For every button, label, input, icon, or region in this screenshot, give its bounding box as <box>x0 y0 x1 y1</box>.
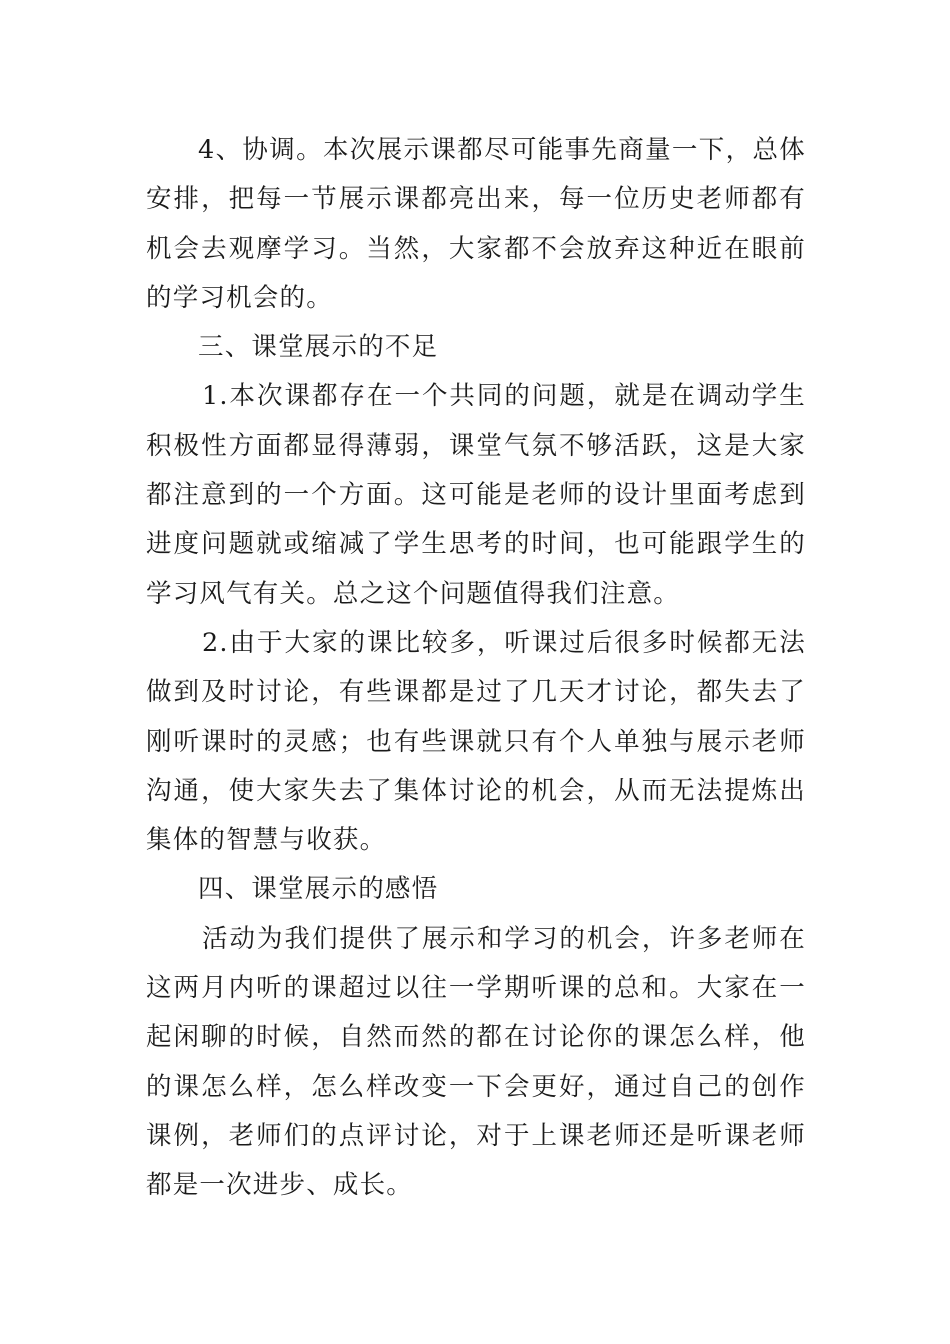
section-heading-reflections: 四、课堂展示的感悟 <box>198 874 439 905</box>
section-heading-shortcomings: 三、课堂展示的不足 <box>198 332 439 363</box>
paragraph-shortcoming-2: 2.由于大家的课比较多，听课过后很多时候都无法做到及时讨论，有些课都是过了几天才讨论，都失去了刚听课时的灵感；也有些课就只有个人单独与展示老师沟通，使大家失去了集体讨论的机会，从而无法提炼出集体的智慧与收获。 <box>146 627 806 856</box>
paragraph-shortcoming-1: 1.本次课都存在一个共同的问题，就是在调动学生积极性方面都显得薄弱，课堂气氛不够活跃，这是大家都注意到的一个方面。这可能是老师的设计里面考虑到进度问题就或缩减了学生思考的时间，也可能跟学生的学习风气有关。总之这个问题值得我们注意。 <box>146 381 806 609</box>
document-body <box>146 126 806 1211</box>
paragraph-reflections: 活动为我们提供了展示和学习的机会，许多老师在这两月内听的课超过以往一学期听课的总和。大家在一起闲聊的时候，自然而然的都在讨论你的课怎么样，他的课怎么样，怎么样改变一下会更好，通过自己的创作课例，老师们的点评讨论，对于上课老师还是听课老师都是一次进步、成长。 <box>146 923 806 1201</box>
paragraph-coordination: 4、协调。本次展示课都尽可能事先商量一下，总体安排，把每一节展示课都亮出来，每一位历史老师都有机会去观摩学习。当然，大家都不会放弃这种近在眼前的学习机会的。 <box>146 135 806 313</box>
